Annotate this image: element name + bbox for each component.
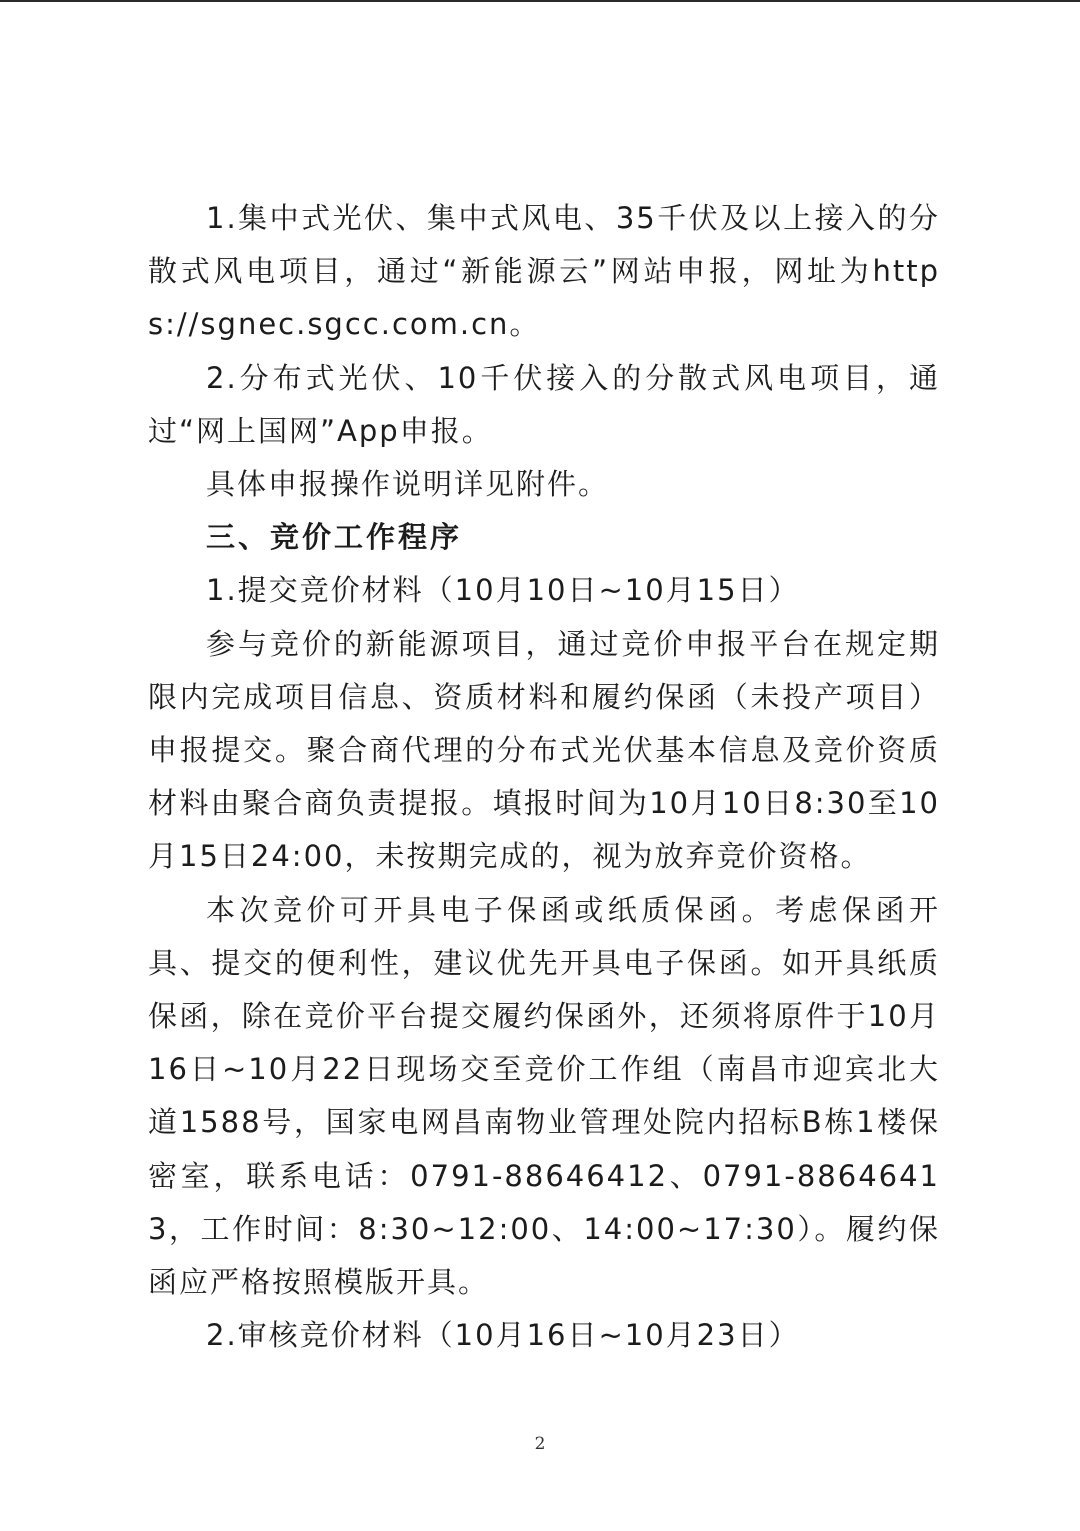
document-body bbox=[148, 192, 940, 1362]
step-review-materials: 2.审核竞价材料（10月16日~10月23日） bbox=[206, 1318, 800, 1353]
page-number: 2 bbox=[534, 1434, 546, 1454]
step-submit-materials: 1.提交竞价材料（10月10日~10月15日） bbox=[206, 573, 800, 608]
submit-materials-detail: 参与竞价的新能源项目，通过竞价申报平台在规定期限内完成项目信息、资质材料和履约保函（未投产项目）申报提交。聚合商代理的分布式光伏基本信息及竞价资质材料由聚合商负责提报。填报时间为10月10日8:30至10月15日24:00，未按期完成的，视为放弃竞价资格。 bbox=[148, 626, 940, 874]
item-distributed-projects: 2.分布式光伏、10千伏接入的分散式风电项目，通过“网上国网”App申报。 bbox=[148, 360, 940, 448]
section-heading: 三、竞价工作程序 bbox=[206, 520, 463, 555]
item-centralized-projects: 1.集中式光伏、集中式风电、35千伏及以上接入的分散式风电项目，通过“新能源云”网站申报，网址为https://sgnec.sgcc.com.cn。 bbox=[148, 201, 940, 342]
attachment-note: 具体申报操作说明详见附件。 bbox=[206, 467, 610, 502]
guarantee-letter-detail: 本次竞价可开具电子保函或纸质保函。考虑保函开具、提交的便利性，建议优先开具电子保函。如开具纸质保函，除在竞价平台提交履约保函外，还须将原件于10月16日~10月22日现场交至竞价工作组（南昌市迎宾北大道1588号，国家电网昌南物业管理处院内招标B栋1楼保密室，联系电话：0791-88646412、0791-88646413，工作时间：8:30~12:00、14:00~17:30）。履约保函应严格按照模版开具。 bbox=[148, 892, 940, 1300]
scan-top-edge bbox=[0, 0, 1080, 2]
